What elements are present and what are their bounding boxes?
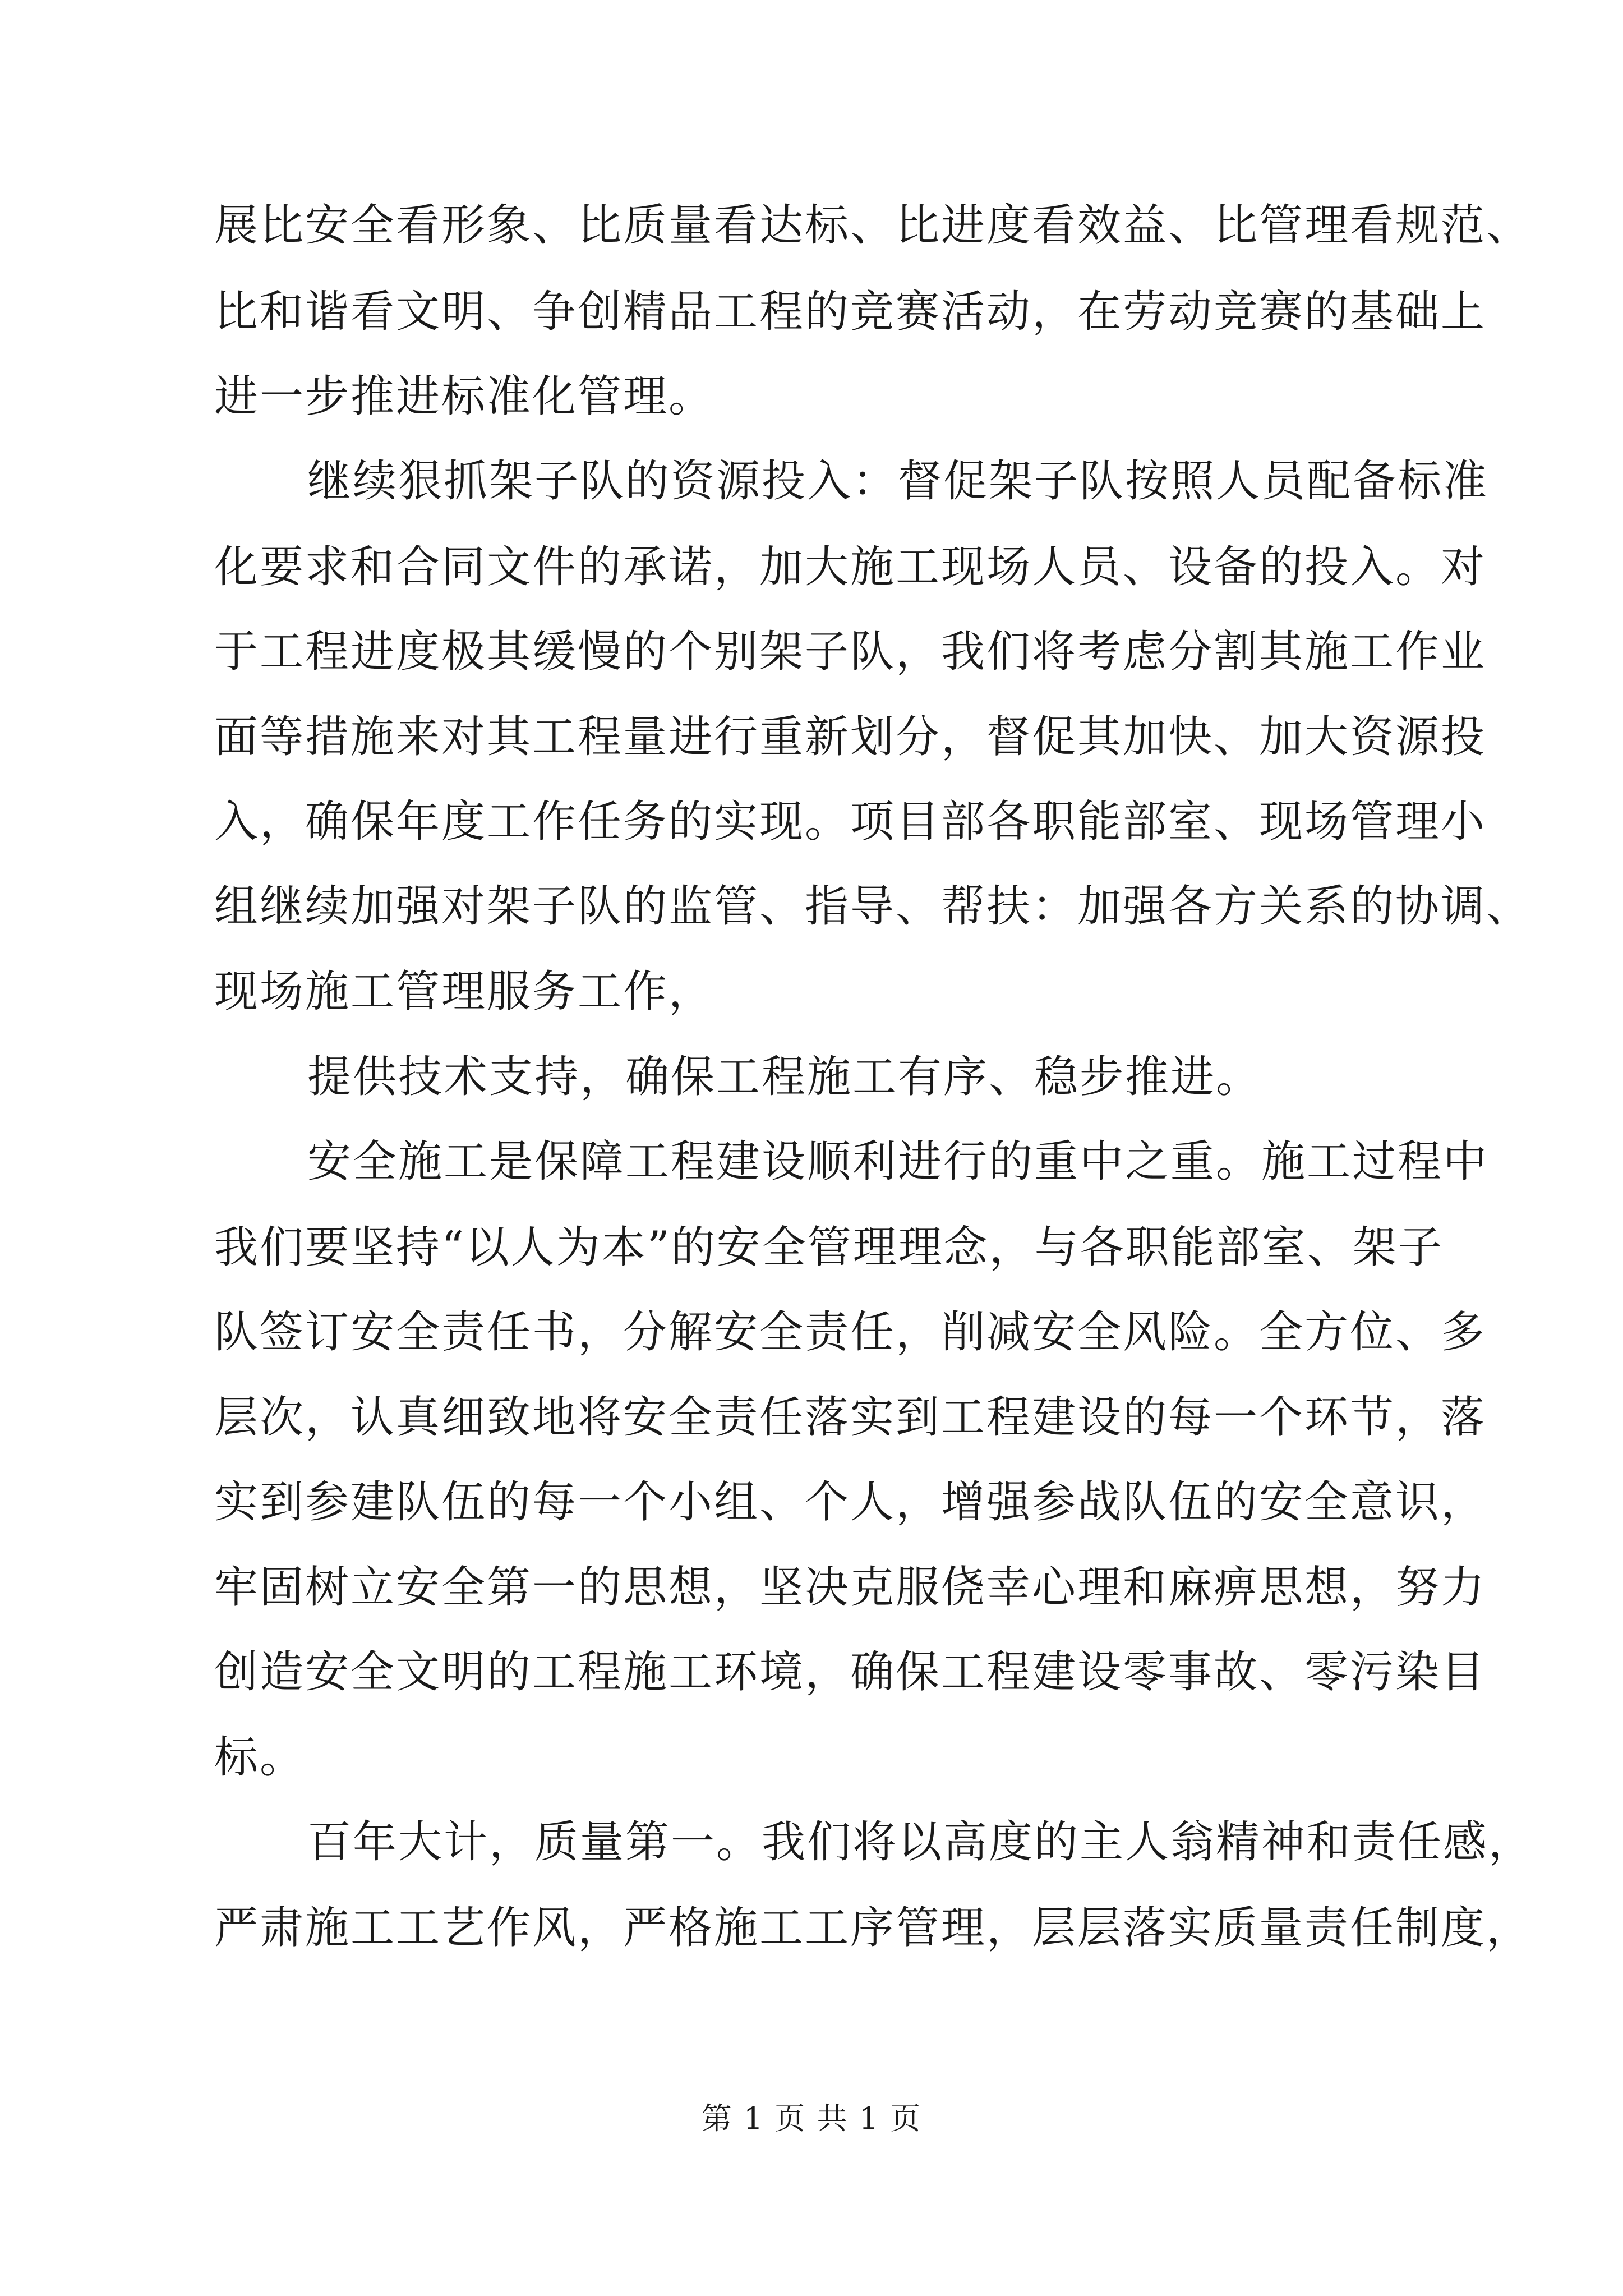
text-line: 进一步推进标准化管理。: [214, 371, 714, 422]
text-line: 面等措施来对其工程量进行重新划分，督促其加快、加大资源投: [214, 712, 1487, 762]
text-line: 创造安全文明的工程施工环境，确保工程建设零事故、零污染目: [214, 1647, 1487, 1697]
text-line: 百年大计，质量第一。我们将以高度的主人翁精神和责任感，: [307, 1817, 1534, 1867]
text-line: 我们要坚持“以人为本”的安全管理理念，与各职能部室、架子: [214, 1222, 1444, 1273]
text-line: 实到参建队伍的每一个小组、个人，增强参战队伍的安全意识，: [214, 1477, 1487, 1527]
text-line: 比和谐看文明、争创精品工程的竞赛活动，在劳动竞赛的基础上: [214, 287, 1487, 337]
text-line: 于工程进度极其缓慢的个别架子队，我们将考虑分割其施工作业: [214, 627, 1487, 677]
text-line: 展比安全看形象、比质量看达标、比进度看效益、比管理看规范、: [214, 200, 1532, 251]
text-line: 组继续加强对架子队的监管、指导、帮扶：加强各方关系的协调、: [214, 881, 1532, 932]
text-line: 化要求和合同文件的承诺，加大施工现场人员、设备的投入。对: [214, 542, 1487, 592]
text-line: 牢固树立安全第一的思想，坚决克服侥幸心理和麻痹思想，努力: [214, 1562, 1487, 1613]
page-number-footer: 第 1 页 共 1 页: [701, 2101, 922, 2136]
text-line: 严肃施工工艺作风，严格施工工序管理，层层落实质量责任制度，: [214, 1903, 1532, 1953]
text-line: 提供技术支持，确保工程施工有序、稳步推进。: [307, 1052, 1262, 1102]
text-line: 现场施工管理服务工作，: [214, 967, 714, 1017]
text-line: 标。: [214, 1732, 306, 1783]
text-line: 层次，认真细致地将安全责任落实到工程建设的每一个环节，落: [214, 1392, 1487, 1443]
text-line: 入，确保年度工作任务的实现。项目部各职能部室、现场管理小: [214, 797, 1487, 847]
text-line: 安全施工是保障工程建设顺利进行的重中之重。施工过程中: [307, 1137, 1489, 1187]
text-line: 队签订安全责任书，分解安全责任，削减安全风险。全方位、多: [214, 1307, 1487, 1358]
text-line: 继续狠抓架子队的资源投入：督促架子队按照人员配备标准: [307, 456, 1489, 507]
